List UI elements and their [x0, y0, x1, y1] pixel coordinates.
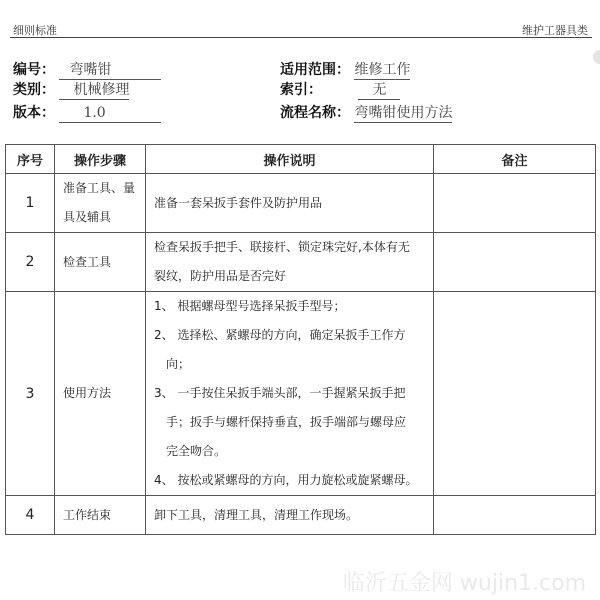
row-note [434, 292, 596, 496]
row-note [434, 174, 596, 233]
meta-category-label: 类别： [13, 82, 55, 98]
meta-index-value: 无 [358, 82, 400, 100]
desc-line: 完全吻合。 [166, 444, 227, 458]
table-row [6, 292, 596, 496]
meta-scope-value: 维修工作 [354, 62, 411, 78]
desc-line: 1、 根据螺母型号选择呆扳手型号； [154, 299, 346, 313]
table-row [6, 174, 596, 233]
row-number: 2 [6, 233, 55, 292]
watermark: 临沂五金网 wujin1.com [342, 571, 586, 596]
step-line: 工作结束 [63, 507, 112, 522]
desc-line: 向； [166, 357, 191, 371]
table-row [6, 496, 596, 535]
header-divider [10, 37, 592, 38]
row-note [434, 233, 596, 292]
step-line: 具及辅具 [63, 210, 112, 224]
header-left-title: 细则标准 [13, 24, 57, 37]
edge-circle-icon [593, 50, 600, 64]
step-line: 准备工具、量 [63, 181, 136, 195]
desc-line: 手；扳手与螺杆保持垂直，扳手端部与螺母应 [166, 415, 407, 429]
table-header-row [6, 145, 596, 174]
table-row [6, 233, 596, 292]
header-right-title: 维护工器具类 [522, 24, 588, 37]
step-line: 检查工具 [63, 254, 112, 269]
meta-index [280, 79, 400, 100]
row-step [55, 496, 146, 535]
meta-number-value: 弯嘴钳 [59, 62, 161, 80]
meta-number-label: 编号： [13, 62, 55, 78]
desc-line: 准备一套呆扳手套件及防护用品 [154, 195, 323, 210]
col-header-step: 操作步骤 [55, 145, 146, 174]
meta-number [13, 59, 161, 80]
desc-line: 4、 按松或紧螺母的方向，用力旋松或旋紧螺母。 [154, 473, 418, 487]
row-number: 4 [6, 496, 55, 535]
col-header-note: 备注 [434, 145, 596, 174]
step-line: 使用方法 [63, 386, 112, 400]
row-step [55, 174, 146, 233]
row-number: 3 [6, 292, 55, 496]
row-note [434, 496, 596, 535]
meta-scope-label: 适用范围： [280, 62, 350, 78]
desc-line: 3、 一手按住呆扳手端头部，一手握紧呆扳手把 [154, 386, 406, 400]
meta-version-value: 1.0 [59, 105, 161, 123]
meta-category [13, 79, 129, 100]
meta-process [280, 102, 452, 123]
row-description [146, 174, 434, 233]
row-description [146, 496, 434, 535]
meta-process-label: 流程名称： [280, 105, 350, 121]
row-step [55, 233, 146, 292]
desc-line: 裂纹，防护用品是否完好 [154, 269, 287, 283]
meta-index-label: 索引： [280, 82, 322, 98]
row-description [146, 292, 434, 496]
row-number: 1 [6, 174, 55, 233]
desc-line: 检查呆扳手把手、联接杆、锁定珠完好,本体有无 [154, 240, 410, 254]
col-header-number: 序号 [6, 145, 55, 174]
row-description [146, 233, 434, 292]
desc-line: 2、 选择松、紧螺母的方向，确定呆扳手工作方 [154, 328, 406, 342]
meta-scope [280, 59, 410, 80]
desc-line: 卸下工具，清理工具，清理工作现场。 [154, 507, 359, 522]
col-header-description: 操作说明 [146, 145, 434, 174]
meta-version [13, 102, 161, 123]
row-step [55, 292, 146, 496]
meta-process-value: 弯嘴钳使用方法 [354, 105, 453, 121]
procedure-table [5, 144, 596, 535]
meta-category-value: 机械修理 [59, 82, 129, 100]
meta-version-label: 版本： [13, 105, 55, 121]
